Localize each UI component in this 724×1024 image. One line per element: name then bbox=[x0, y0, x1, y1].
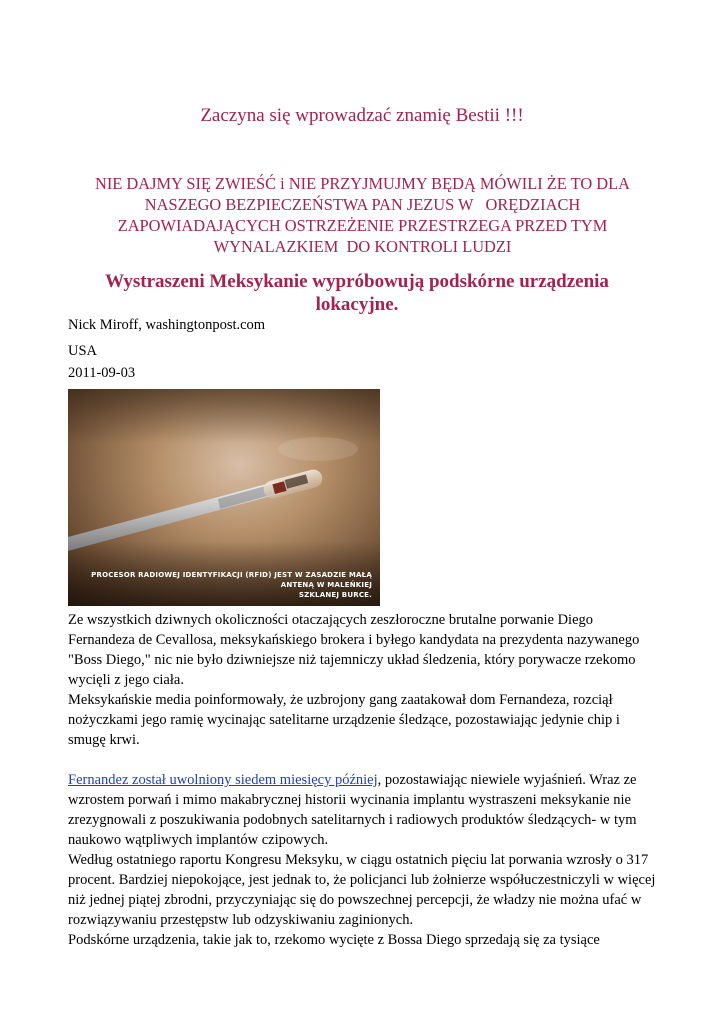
paragraph-text: Podskórne urządzenia, takie jak to, rzekomo wycięte z Bossa Diego sprzedają się za tysiące bbox=[68, 932, 600, 948]
paragraph-text: Według ostatniego raportu Kongresu Meksyku, w ciągu ostatnich pięciu lat porwania wzrosły o 317 procent. Bardziej niepokojące, jest jednak to, że policjanci lub żołnierze współuczestniczyli w więcej niż jednej piątej zbrodni, przyczyniając się do powszechnej percepcji, że władzy nie można ufać w rozwiązywaniu przestępstw lub odzyskiwaniu zaginionych. bbox=[68, 852, 656, 928]
caption-line: PROCESOR RADIOWEJ IDENTYFIKACJI (RFID) JEST W ZASADZIE MAŁĄ ANTENĄ W MALEŃKIEJ bbox=[91, 571, 372, 589]
warning-text bbox=[80, 173, 645, 257]
paragraph bbox=[68, 690, 658, 750]
paragraph bbox=[68, 610, 658, 690]
article-link[interactable]: Fernandez został uwolniony siedem miesięcy później bbox=[68, 772, 378, 788]
paragraph bbox=[68, 770, 658, 850]
warning-line: NASZEGO BEZPIECZEŃSTWA PAN JEZUS W ORĘDZIACH bbox=[144, 195, 581, 214]
page-title: Zaczyna się wprowadzać znamię Bestii !!! bbox=[200, 105, 524, 126]
article-headline: Wystraszeni Meksykanie wypróbowują podskórne urządzenia lokacyjne. bbox=[105, 271, 609, 315]
warning-line: WYNALAZKIEM DO KONTROLI LUDZI bbox=[213, 237, 512, 256]
paragraph-text: Meksykańskie media poinformowały, że uzbrojony gang zaatakował dom Fernandeza, rozciął nożyczkami jego ramię wycinając satelitarne urządzenie śledzące, pozostawiając jedynie chip i smugę krwi. bbox=[68, 692, 620, 748]
paragraph-text bbox=[68, 770, 658, 850]
warning-line: ZAPOWIADAJĄCYCH OSTRZEŻENIE PRZESTRZEGA PRZED TYM bbox=[117, 216, 608, 235]
paragraph bbox=[68, 930, 658, 950]
rfid-chip-photo bbox=[68, 389, 380, 606]
article-author: Nick Miroff, washingtonpost.com bbox=[68, 317, 266, 333]
article-date: 2011-09-03 bbox=[68, 365, 136, 381]
paragraph-continuation: , pozostawiając niewiele wyjaśnień. Wraz ze wzrostem porwań i mimo makabrycznej historii wycinania implantu wystraszeni meksykanie nie zrezygnowali z poszukiwania podobnych satelitarnych i radiowych produktów śledzących- w tym naukowo wątpliwych implantów czipowych. bbox=[68, 772, 637, 848]
warning-line: NIE DAJMY SIĘ ZWIEŚĆ i NIE PRZYJMUJMY BĘDĄ MÓWILI ŻE TO DLA bbox=[95, 174, 630, 193]
photo-caption bbox=[72, 570, 372, 600]
paragraph-text: Ze wszystkich dziwnych okoliczności otaczających zeszłoroczne brutalne porwanie Diego Fernandeza de Cevallosa, meksykańskiego brokera i byłego kandydata na prezydenta nazywanego "Boss Diego," nic nie było dziwniejsze niż tajemniczy układ śledzenia, który porywacze rzekomo wycięli z jego ciała. bbox=[68, 612, 640, 688]
paragraph bbox=[68, 850, 658, 930]
article-country: USA bbox=[68, 343, 98, 359]
caption-line: SZKLANEJ BURCE. bbox=[298, 591, 372, 599]
